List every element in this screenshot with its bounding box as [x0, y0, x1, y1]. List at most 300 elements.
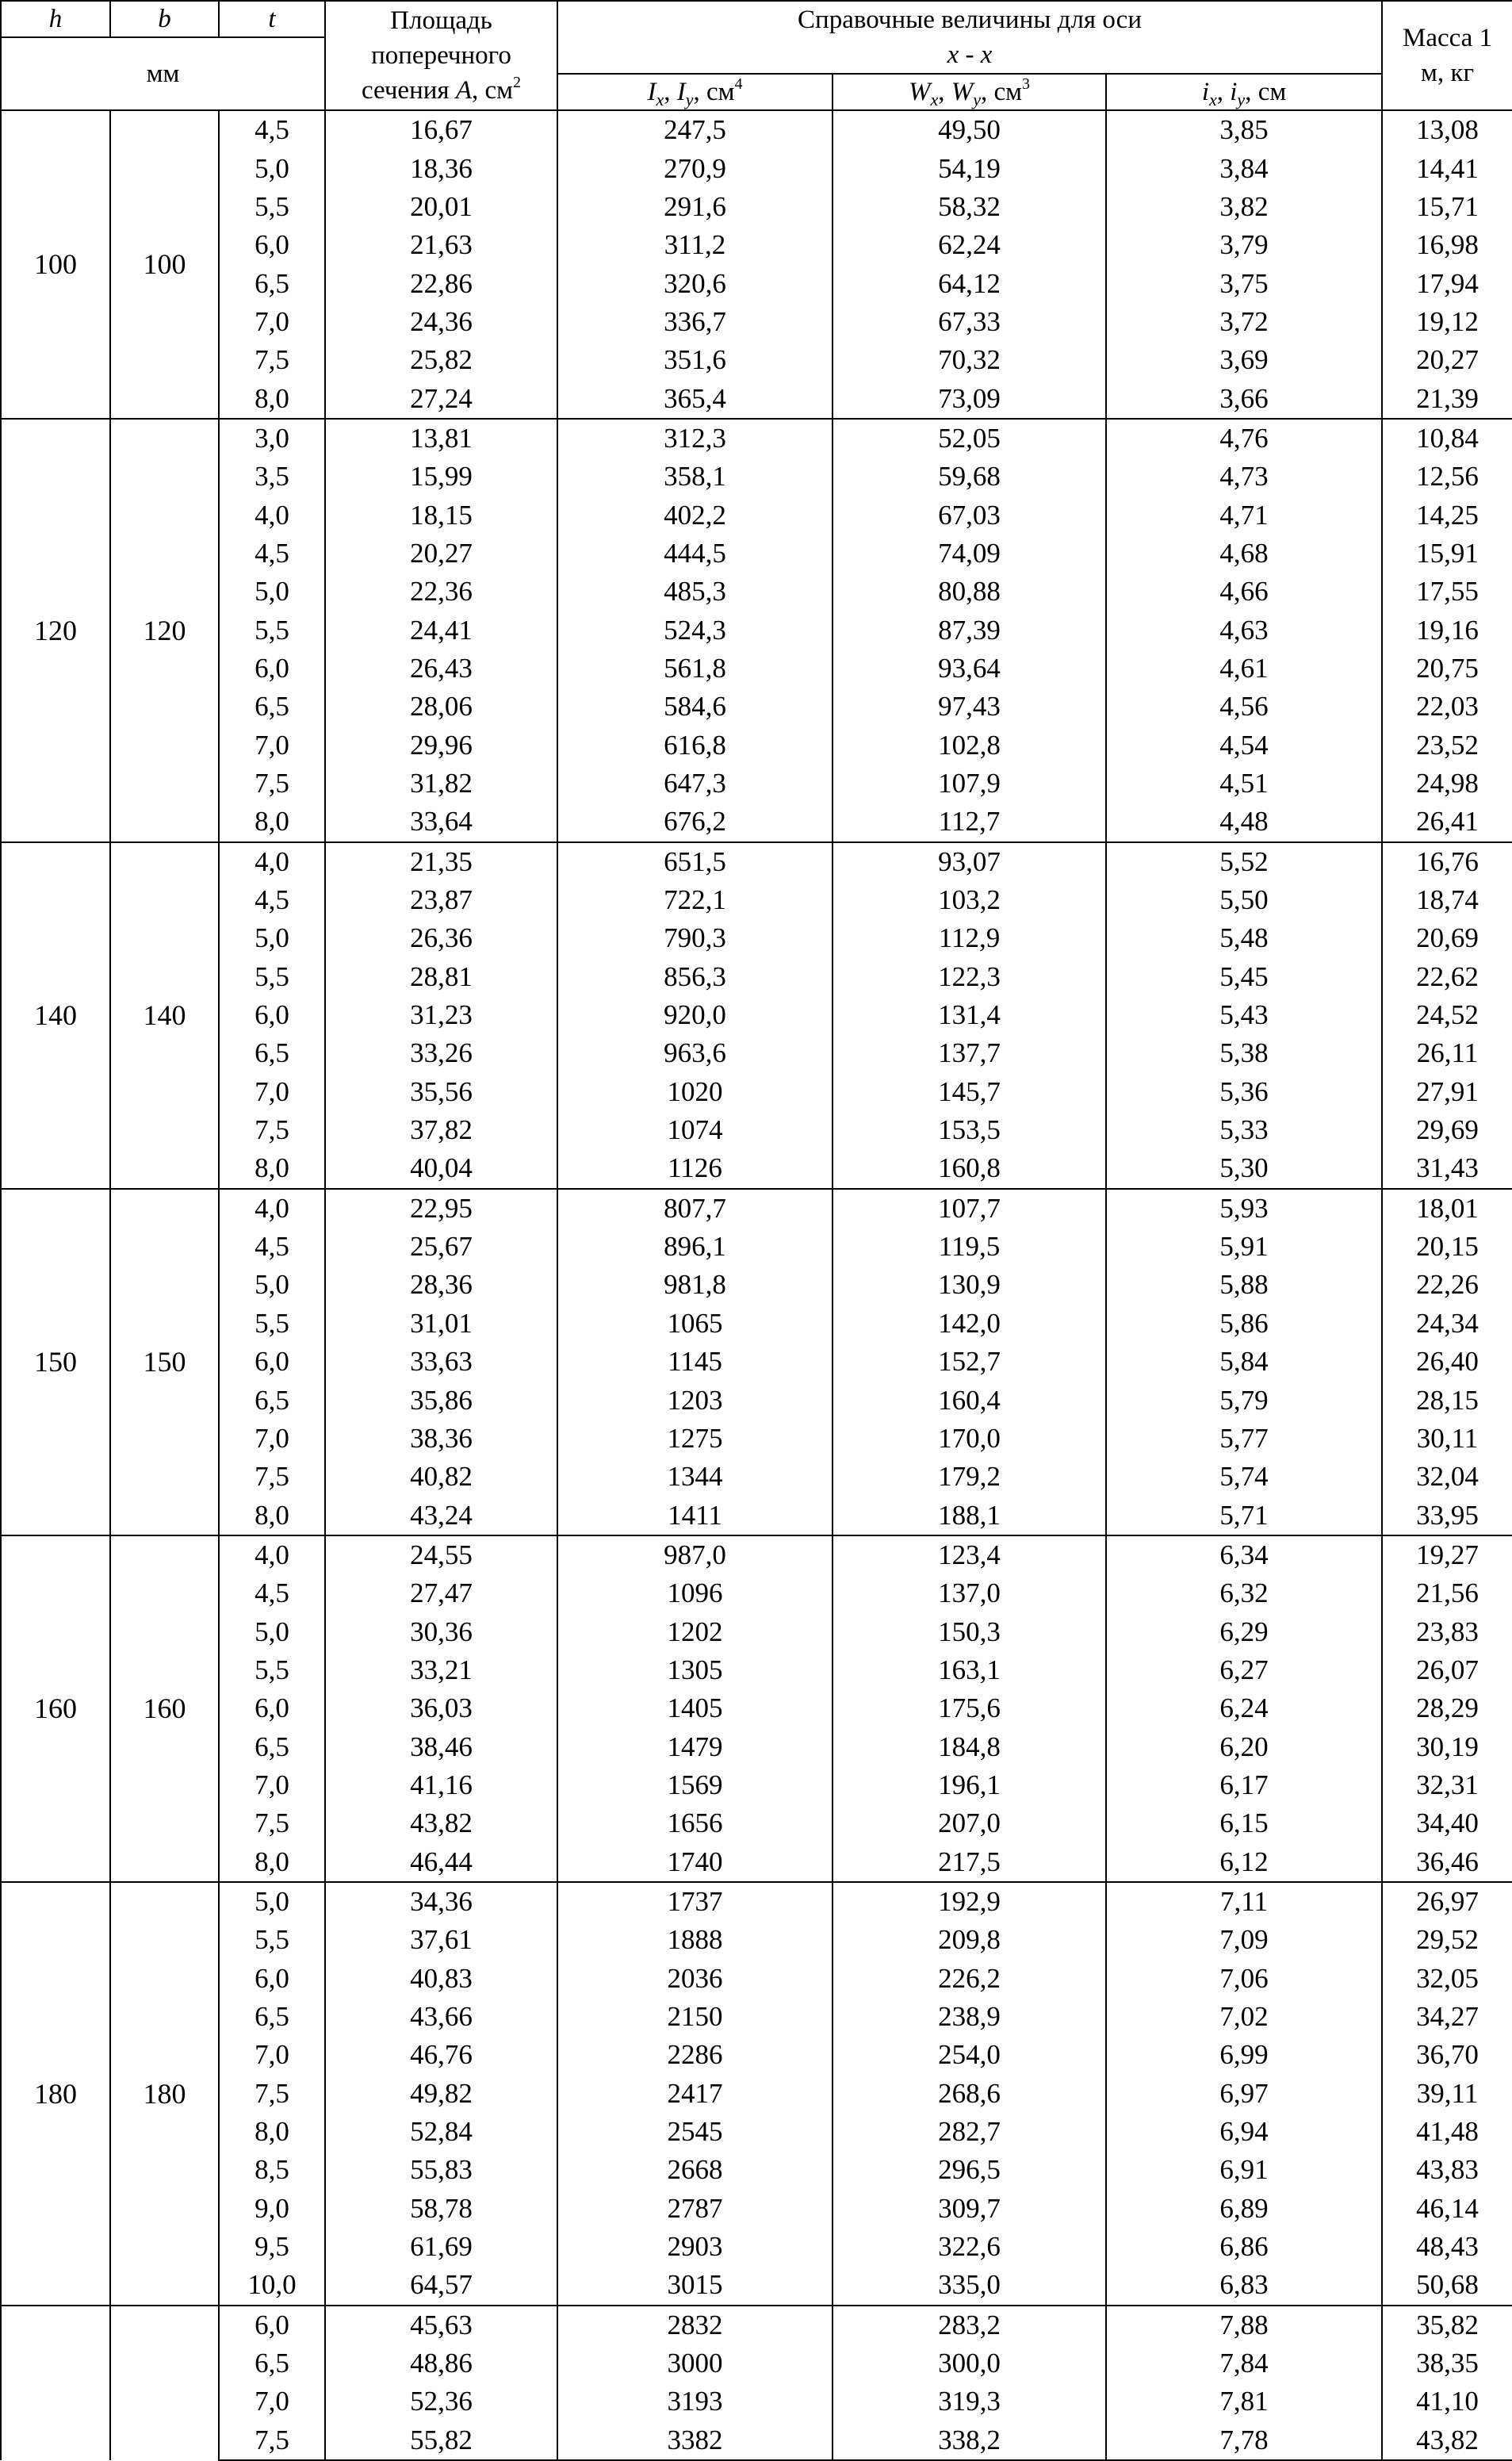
t-cell: 5,5 [219, 1921, 325, 1959]
t-cell: 7,0 [219, 2036, 325, 2074]
t-cell: 7,0 [219, 1420, 325, 1458]
inertia-cell: 1096 [557, 1574, 833, 1612]
area-cell: 31,82 [325, 765, 557, 803]
mass-cell: 33,95 [1382, 1496, 1512, 1535]
table-row [1, 1228, 1512, 1266]
inertia-cell: 2417 [557, 2075, 833, 2113]
inertia-cell: 1737 [557, 1882, 833, 1921]
mass-cell: 23,52 [1382, 726, 1512, 765]
table-row [1, 726, 1512, 765]
gyration-cell: 5,50 [1106, 881, 1382, 919]
area-cell: 15,99 [325, 458, 557, 496]
modulus-cell: 122,3 [833, 958, 1106, 996]
modulus-cell: 163,1 [833, 1651, 1106, 1689]
t-cell: 7,0 [219, 303, 325, 341]
table-row [1, 1842, 1512, 1881]
mass-cell: 29,69 [1382, 1111, 1512, 1149]
inertia-cell: 524,3 [557, 611, 833, 649]
area-cell: 20,01 [325, 188, 557, 226]
mass-cell: 21,39 [1382, 379, 1512, 418]
area-cell: 55,82 [325, 2421, 557, 2460]
area-cell: 23,87 [325, 881, 557, 919]
table-row [1, 996, 1512, 1034]
inertia-cell: 2668 [557, 2151, 833, 2189]
t-cell: 10,0 [219, 2266, 325, 2305]
inertia-cell: 807,7 [557, 1189, 833, 1228]
gyration-cell: 6,27 [1106, 1651, 1382, 1689]
mass-cell: 30,11 [1382, 1420, 1512, 1458]
gyration-cell: 5,45 [1106, 958, 1382, 996]
mass-cell: 32,04 [1382, 1458, 1512, 1496]
area-cell: 35,86 [325, 1381, 557, 1419]
area-header-line-3: сечения A, $см^2$ [361, 74, 522, 105]
mass-header [1382, 1, 1512, 110]
table-header [1, 1, 1512, 110]
area-cell: 46,76 [325, 2036, 557, 2074]
area-cell: 43,24 [325, 1496, 557, 1535]
t-cell: 5,5 [219, 188, 325, 226]
inertia-cell: 444,5 [557, 535, 833, 573]
mass-cell: 13,08 [1382, 110, 1512, 149]
gyration-cell: 3,79 [1106, 226, 1382, 264]
gyration-cell: 7,84 [1106, 2344, 1382, 2382]
modulus-cell: 309,7 [833, 2190, 1106, 2228]
table-row [1, 2306, 1512, 2344]
mass-cell: 17,55 [1382, 573, 1512, 611]
t-cell: 4,5 [219, 535, 325, 573]
mass-cell: 19,27 [1382, 1535, 1512, 1574]
b-cell: 100 [110, 110, 219, 419]
table-row [1, 149, 1512, 187]
inertia-cell: 616,8 [557, 726, 833, 765]
mass-cell: 43,82 [1382, 2421, 1512, 2460]
gyration-cell: 7,09 [1106, 1921, 1382, 1959]
area-cell: 31,01 [325, 1305, 557, 1343]
mass-cell: 27,91 [1382, 1073, 1512, 1111]
inertia-cell: 2545 [557, 2113, 833, 2151]
table-row [1, 1998, 1512, 2036]
radius-of-gyration-header: $i_x$, $i_y$, см [1106, 74, 1382, 110]
b-cell: 150 [110, 1189, 219, 1535]
t-cell: 7,5 [219, 1458, 325, 1496]
modulus-cell: 196,1 [833, 1766, 1106, 1804]
inertia-cell: 722,1 [557, 881, 833, 919]
gyration-cell: 6,83 [1106, 2266, 1382, 2305]
t-cell: 6,5 [219, 688, 325, 726]
table-row [1, 496, 1512, 534]
t-cell: 6,0 [219, 996, 325, 1034]
inertia-cell: 2832 [557, 2306, 833, 2344]
moment-of-inertia-header: $I_x$, $I_y$, $см^4$ [557, 74, 833, 110]
table-row [1, 1535, 1512, 1574]
table-row [1, 1689, 1512, 1727]
t-cell: 6,5 [219, 1034, 325, 1072]
table-row [1, 303, 1512, 341]
mass-cell: 20,69 [1382, 919, 1512, 957]
area-cell: 55,83 [325, 2151, 557, 2189]
modulus-cell: 268,6 [833, 2075, 1106, 2113]
gyration-cell: 4,68 [1106, 535, 1382, 573]
table-row [1, 650, 1512, 688]
inertia-cell: 351,6 [557, 341, 833, 379]
gyration-cell: 5,38 [1106, 1034, 1382, 1072]
gyration-cell: 6,91 [1106, 2151, 1382, 2189]
area-header [325, 1, 557, 110]
table-row [1, 1305, 1512, 1343]
mass-cell: 20,27 [1382, 341, 1512, 379]
mass-cell: 19,16 [1382, 611, 1512, 649]
mass-cell: 10,84 [1382, 419, 1512, 458]
modulus-cell: 54,19 [833, 149, 1106, 187]
b-header: b [110, 1, 219, 37]
t-cell: 6,0 [219, 1689, 325, 1727]
t-cell: 7,0 [219, 1073, 325, 1111]
mass-cell: 20,75 [1382, 650, 1512, 688]
table-row [1, 110, 1512, 149]
modulus-cell: 322,6 [833, 2228, 1106, 2266]
gyration-cell: 5,33 [1106, 1111, 1382, 1149]
table-row [1, 1496, 1512, 1535]
table-row [1, 611, 1512, 649]
t-cell: 7,5 [219, 341, 325, 379]
table-row [1, 2036, 1512, 2074]
table-row [1, 573, 1512, 611]
gyration-cell: 6,15 [1106, 1804, 1382, 1842]
mass-cell: 26,07 [1382, 1651, 1512, 1689]
section-modulus-header: $W_x$, $W_y$, $см^3$ [833, 74, 1106, 110]
modulus-cell: 217,5 [833, 1842, 1106, 1881]
t-cell: 6,5 [219, 1998, 325, 2036]
t-cell: 5,0 [219, 1612, 325, 1650]
table-row [1, 188, 1512, 226]
table-row [1, 2075, 1512, 2113]
table-row [1, 2382, 1512, 2421]
t-cell: 5,5 [219, 611, 325, 649]
mass-cell: 34,40 [1382, 1804, 1512, 1842]
inertia-cell: 1203 [557, 1381, 833, 1419]
modulus-cell: 130,9 [833, 1266, 1106, 1304]
gyration-cell: 5,88 [1106, 1266, 1382, 1304]
table-row [1, 419, 1512, 458]
table-row [1, 535, 1512, 573]
area-cell: 18,36 [325, 149, 557, 187]
mass-cell: 15,71 [1382, 188, 1512, 226]
modulus-cell: 152,7 [833, 1343, 1106, 1381]
mass-cell: 22,26 [1382, 1266, 1512, 1304]
area-cell: 37,61 [325, 1921, 557, 1959]
t-cell: 8,0 [219, 379, 325, 418]
area-cell: 46,44 [325, 1842, 557, 1881]
reference-values-header [557, 1, 1382, 74]
table-row [1, 1073, 1512, 1111]
b-cell: 120 [110, 419, 219, 842]
t-cell: 6,5 [219, 2344, 325, 2382]
mass-cell: 26,11 [1382, 1034, 1512, 1072]
inertia-cell: 3000 [557, 2344, 833, 2382]
mass-cell: 26,40 [1382, 1343, 1512, 1381]
gyration-cell: 4,51 [1106, 765, 1382, 803]
inertia-cell: 312,3 [557, 419, 833, 458]
inertia-cell: 987,0 [557, 1535, 833, 1574]
area-cell: 21,35 [325, 842, 557, 881]
gyration-cell: 6,97 [1106, 2075, 1382, 2113]
area-cell: 49,82 [325, 2075, 557, 2113]
gyration-cell: 5,36 [1106, 1073, 1382, 1111]
area-cell: 40,82 [325, 1458, 557, 1496]
modulus-cell: 80,88 [833, 573, 1106, 611]
table-row [1, 1381, 1512, 1419]
mass-cell: 22,03 [1382, 688, 1512, 726]
b-cell: 140 [110, 842, 219, 1189]
inertia-cell: 402,2 [557, 496, 833, 534]
inertia-cell: 311,2 [557, 226, 833, 264]
modulus-cell: 184,8 [833, 1727, 1106, 1765]
t-cell: 7,0 [219, 2382, 325, 2421]
gyration-cell: 7,78 [1106, 2421, 1382, 2460]
mass-cell: 38,35 [1382, 2344, 1512, 2382]
modulus-cell: 87,39 [833, 611, 1106, 649]
inertia-cell: 365,4 [557, 379, 833, 418]
area-cell: 24,55 [325, 1535, 557, 1574]
area-cell: 41,16 [325, 1766, 557, 1804]
area-header-line-2: поперечного [371, 41, 511, 70]
area-cell: 29,96 [325, 726, 557, 765]
modulus-cell: 58,32 [833, 188, 1106, 226]
modulus-cell: 64,12 [833, 264, 1106, 302]
area-cell: 43,82 [325, 1804, 557, 1842]
area-cell: 58,78 [325, 2190, 557, 2228]
t-cell: 4,5 [219, 110, 325, 149]
t-cell: 4,5 [219, 1574, 325, 1612]
inertia-cell: 336,7 [557, 303, 833, 341]
mass-cell: 24,34 [1382, 1305, 1512, 1343]
gyration-cell: 4,61 [1106, 650, 1382, 688]
modulus-cell: 62,24 [833, 226, 1106, 264]
gyration-cell: 6,34 [1106, 1535, 1382, 1574]
gyration-cell: 5,84 [1106, 1343, 1382, 1381]
mass-cell: 36,70 [1382, 2036, 1512, 2074]
mass-cell: 36,46 [1382, 1842, 1512, 1881]
mass-cell: 23,83 [1382, 1612, 1512, 1650]
mass-cell: 16,76 [1382, 842, 1512, 881]
mass-cell: 35,82 [1382, 2306, 1512, 2344]
modulus-cell: 170,0 [833, 1420, 1106, 1458]
modulus-cell: 175,6 [833, 1689, 1106, 1727]
t-cell: 5,5 [219, 1651, 325, 1689]
table-row [1, 1458, 1512, 1496]
h-cell: 160 [1, 1535, 110, 1882]
area-cell: 38,36 [325, 1420, 557, 1458]
gyration-cell: 3,85 [1106, 110, 1382, 149]
modulus-cell: 142,0 [833, 1305, 1106, 1343]
gyration-cell: 5,52 [1106, 842, 1382, 881]
modulus-cell: 319,3 [833, 2382, 1106, 2421]
gyration-cell: 5,77 [1106, 1420, 1382, 1458]
area-cell: 28,36 [325, 1266, 557, 1304]
inertia-cell: 584,6 [557, 688, 833, 726]
t-cell: 8,0 [219, 1149, 325, 1188]
gyration-cell: 7,88 [1106, 2306, 1382, 2344]
table-row [1, 1111, 1512, 1149]
inertia-cell: 920,0 [557, 996, 833, 1034]
area-cell: 22,95 [325, 1189, 557, 1228]
inertia-cell: 3015 [557, 2266, 833, 2305]
modulus-cell: 226,2 [833, 1960, 1106, 1998]
area-cell: 13,81 [325, 419, 557, 458]
modulus-cell: 150,3 [833, 1612, 1106, 1650]
inertia-cell: 1020 [557, 1073, 833, 1111]
gyration-cell: 3,75 [1106, 264, 1382, 302]
gyration-cell: 5,86 [1106, 1305, 1382, 1343]
mass-header-line-2: м, кг [1421, 59, 1474, 87]
t-cell: 5,5 [219, 1305, 325, 1343]
area-cell: 61,69 [325, 2228, 557, 2266]
table-row [1, 1921, 1512, 1959]
area-cell: 27,24 [325, 379, 557, 418]
inertia-cell: 981,8 [557, 1266, 833, 1304]
mass-cell: 14,25 [1382, 496, 1512, 534]
modulus-cell: 107,7 [833, 1189, 1106, 1228]
reference-values-title: Справочные величины для оси [798, 6, 1142, 34]
modulus-cell: 282,7 [833, 2113, 1106, 2151]
modulus-cell: 160,4 [833, 1381, 1106, 1419]
modulus-cell: 102,8 [833, 726, 1106, 765]
table-row [1, 2228, 1512, 2266]
mass-cell: 14,41 [1382, 149, 1512, 187]
modulus-cell: 137,0 [833, 1574, 1106, 1612]
inertia-cell: 1405 [557, 1689, 833, 1727]
table-row [1, 379, 1512, 418]
t-cell: 6,0 [219, 2306, 325, 2344]
modulus-cell: 254,0 [833, 2036, 1106, 2074]
area-cell: 28,06 [325, 688, 557, 726]
area-cell: 40,83 [325, 1960, 557, 1998]
mass-cell: 17,94 [1382, 264, 1512, 302]
t-cell: 9,5 [219, 2228, 325, 2266]
h-cell: 120 [1, 419, 110, 842]
mass-cell: 41,48 [1382, 2113, 1512, 2151]
gyration-cell: 6,20 [1106, 1727, 1382, 1765]
t-cell: 7,5 [219, 2075, 325, 2113]
modulus-cell: 93,07 [833, 842, 1106, 881]
area-cell: 27,47 [325, 1574, 557, 1612]
gyration-cell: 5,43 [1106, 996, 1382, 1034]
area-cell: 31,23 [325, 996, 557, 1034]
t-cell: 4,0 [219, 496, 325, 534]
gyration-cell: 5,93 [1106, 1189, 1382, 1228]
area-cell: 43,66 [325, 1998, 557, 2036]
table-row [1, 1727, 1512, 1765]
area-cell: 16,67 [325, 110, 557, 149]
modulus-cell: 112,9 [833, 919, 1106, 957]
gyration-cell: 6,17 [1106, 1766, 1382, 1804]
table-row [1, 2190, 1512, 2228]
modulus-cell: 119,5 [833, 1228, 1106, 1266]
area-cell: 26,43 [325, 650, 557, 688]
modulus-cell: 300,0 [833, 2344, 1106, 2382]
t-cell: 6,0 [219, 226, 325, 264]
table-row [1, 1343, 1512, 1381]
modulus-cell: 296,5 [833, 2151, 1106, 2189]
mass-header-line-1: Масса 1 [1402, 24, 1493, 52]
inertia-cell: 247,5 [557, 110, 833, 149]
gyration-cell: 3,82 [1106, 188, 1382, 226]
mass-cell: 26,41 [1382, 803, 1512, 841]
area-cell: 52,84 [325, 2113, 557, 2151]
t-cell: 8,0 [219, 1842, 325, 1881]
table-row [1, 1766, 1512, 1804]
area-cell: 33,63 [325, 1343, 557, 1381]
t-cell: 6,5 [219, 1381, 325, 1419]
inertia-cell: 3193 [557, 2382, 833, 2421]
table-row [1, 919, 1512, 957]
area-cell: 28,81 [325, 958, 557, 996]
modulus-cell: 59,68 [833, 458, 1106, 496]
t-cell: 4,0 [219, 842, 325, 881]
area-cell: 33,64 [325, 803, 557, 841]
inertia-cell: 2286 [557, 2036, 833, 2074]
inertia-cell: 1074 [557, 1111, 833, 1149]
table-row [1, 1804, 1512, 1842]
area-cell: 25,67 [325, 1228, 557, 1266]
area-cell: 24,36 [325, 303, 557, 341]
inertia-cell: 2903 [557, 2228, 833, 2266]
modulus-cell: 93,64 [833, 650, 1106, 688]
area-cell: 35,56 [325, 1073, 557, 1111]
modulus-cell: 153,5 [833, 1111, 1106, 1149]
area-cell: 22,86 [325, 264, 557, 302]
gyration-cell: 5,91 [1106, 1228, 1382, 1266]
gyration-cell: 5,74 [1106, 1458, 1382, 1496]
inertia-cell: 3382 [557, 2421, 833, 2460]
area-cell: 34,36 [325, 1882, 557, 1921]
modulus-cell: 283,2 [833, 2306, 1106, 2344]
area-cell: 30,36 [325, 1612, 557, 1650]
t-header: t [219, 1, 325, 37]
modulus-cell: 209,8 [833, 1921, 1106, 1959]
area-cell: 22,36 [325, 573, 557, 611]
modulus-cell: 335,0 [833, 2266, 1106, 2305]
t-cell: 6,0 [219, 650, 325, 688]
t-cell: 8,0 [219, 1496, 325, 1535]
modulus-cell: 70,32 [833, 341, 1106, 379]
modulus-cell: 192,9 [833, 1882, 1106, 1921]
area-header-line-1: Площадь [390, 6, 492, 35]
table-row [1, 842, 1512, 881]
gyration-cell: 7,06 [1106, 1960, 1382, 1998]
t-cell: 3,5 [219, 458, 325, 496]
gyration-cell: 3,72 [1106, 303, 1382, 341]
h-cell: 140 [1, 842, 110, 1189]
t-cell: 6,5 [219, 1727, 325, 1765]
mass-cell: 28,15 [1382, 1381, 1512, 1419]
modulus-cell: 188,1 [833, 1496, 1106, 1535]
area-cell: 26,36 [325, 919, 557, 957]
modulus-cell: 103,2 [833, 881, 1106, 919]
table-row [1, 765, 1512, 803]
modulus-cell: 49,50 [833, 110, 1106, 149]
mass-cell: 18,74 [1382, 881, 1512, 919]
modulus-cell: 123,4 [833, 1535, 1106, 1574]
modulus-cell: 74,09 [833, 535, 1106, 573]
t-cell: 5,0 [219, 573, 325, 611]
t-cell: 5,5 [219, 958, 325, 996]
mm-unit-header: мм [1, 37, 325, 110]
gyration-cell: 3,84 [1106, 149, 1382, 187]
t-cell: 5,0 [219, 1882, 325, 1921]
gyration-cell: 6,12 [1106, 1842, 1382, 1881]
gyration-cell: 6,32 [1106, 1574, 1382, 1612]
